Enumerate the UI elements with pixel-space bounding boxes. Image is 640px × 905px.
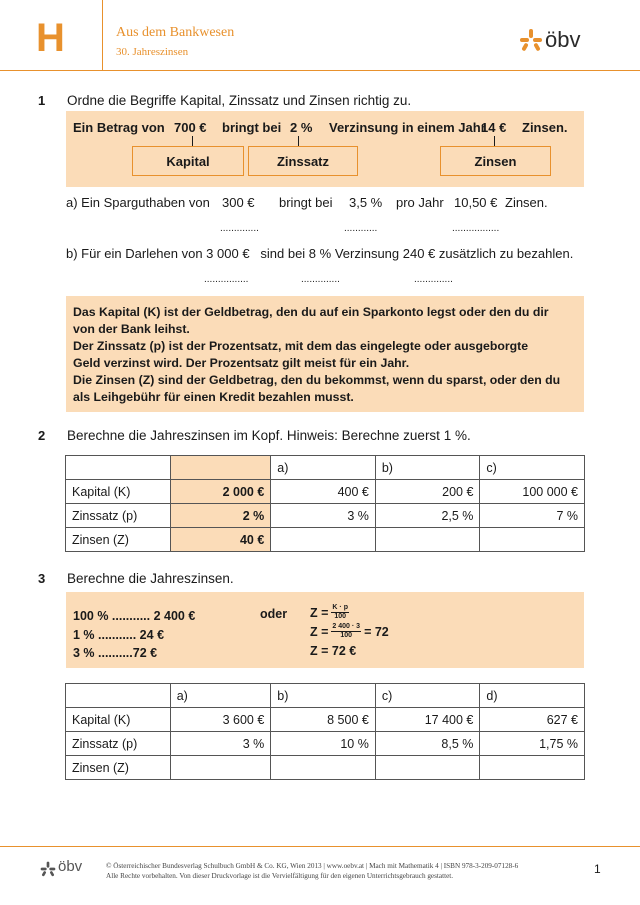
- row-label: Zinsen (Z): [66, 756, 171, 780]
- answer-cell[interactable]: [170, 756, 271, 780]
- copyright-line: Alle Rechte vorbehalten. Von dieser Druckvorlage ist die Vervielfältigung für den eigenen Unterrichtsgebrauch gestattet.: [106, 872, 454, 880]
- table-header: c): [375, 684, 480, 708]
- row-label: Kapital (K): [66, 480, 171, 504]
- example-cell: 40 €: [170, 528, 271, 552]
- example-rate: 2 %: [290, 120, 313, 135]
- term-zinssatz: Zinssatz: [248, 146, 358, 176]
- obv-star-icon: [40, 861, 56, 877]
- table-header: a): [271, 456, 376, 480]
- page-number: 1: [594, 862, 601, 876]
- chapter-title: Aus dem Bankwesen: [116, 25, 235, 40]
- formula-2: [310, 623, 389, 640]
- table-cell: 7 %: [480, 504, 585, 528]
- task1a-text-3: pro Jahr: [396, 195, 444, 210]
- term-kapital: Kapital: [132, 146, 244, 176]
- fraction: [331, 604, 349, 621]
- info-line: Das Kapital (K) ist der Geldbetrag, den du auf ein Sparkonto legst oder den du dir: [73, 305, 549, 319]
- table-row: [66, 684, 585, 708]
- table-header: b): [375, 456, 480, 480]
- answer-blank[interactable]: ............: [344, 223, 378, 234]
- info-line: Die Zinsen (Z) sind der Geldbetrag, den du bekommst, wenn du sparst, oder den du: [73, 373, 561, 387]
- example-text-4: Zinsen.: [522, 120, 568, 135]
- task1a-text-1: a) Ein Sparguthaben von: [66, 195, 210, 210]
- fraction-numerator: 2 400 · 3: [332, 623, 361, 630]
- footer-logo-text: öbv: [58, 858, 83, 875]
- table-cell: 2,5 %: [375, 504, 480, 528]
- table-row: [66, 756, 585, 780]
- info-line: Geld verzinst wird. Der Prozentsatz gilt meist für ein Jahr.: [73, 356, 410, 370]
- task-instruction: Ordne die Begriffe Kapital, Zinssatz und Zinsen richtig zu.: [67, 93, 412, 108]
- table-cell: 8 500 €: [271, 708, 376, 732]
- example-step: 3 % ..........72 €: [73, 646, 158, 660]
- row-label: Zinssatz (p): [66, 732, 171, 756]
- info-text: [73, 304, 585, 406]
- header-rule: [0, 70, 640, 71]
- example-step: 100 % ........... 2 400 €: [73, 609, 196, 623]
- interest-table-2: [65, 683, 585, 780]
- info-line: als Leihgebühr für einen Kredit bezahlen musst.: [73, 390, 354, 404]
- answer-blank[interactable]: ..............: [414, 274, 453, 285]
- table-cell: 10 %: [271, 732, 376, 756]
- table-header: c): [480, 456, 585, 480]
- table-cell: 17 400 €: [375, 708, 480, 732]
- task1a-value-3: 10,50 €: [454, 195, 498, 210]
- answer-cell[interactable]: [271, 756, 376, 780]
- copyright-line: © Österreichischer Bundesverlag Schulbuch GmbH & Co. KG, Wien 2013 | www.oebv.at | Mach mit Mathematik 4 | ISBN 978-3-209-07128-6: [106, 862, 519, 870]
- row-label: Zinsen (Z): [66, 528, 171, 552]
- answer-cell[interactable]: [480, 528, 585, 552]
- formula-result: Z = 72 €: [310, 644, 357, 658]
- example-text-3: Verzinsung in einem Jahr: [329, 120, 486, 135]
- footer-logo: [40, 861, 56, 882]
- example-text-1: Ein Betrag von: [73, 120, 165, 135]
- formula-lhs: Z =: [310, 624, 329, 639]
- formula-rhs: = 72: [364, 624, 389, 639]
- fraction-denominator: 100: [334, 613, 347, 620]
- task-instruction: Berechne die Jahreszinsen im Kopf. Hinweis: Berechne zuerst 1 %.: [67, 428, 471, 443]
- row-label: Zinssatz (p): [66, 504, 171, 528]
- copyright-notice: [106, 861, 518, 881]
- task-instruction: Berechne die Jahreszinsen.: [67, 571, 234, 586]
- chapter-letter: H: [36, 16, 65, 60]
- oder-label: oder: [260, 607, 288, 621]
- task-number: 2: [38, 428, 46, 443]
- answer-blank[interactable]: ..............: [220, 223, 259, 234]
- task1a-text-2: bringt bei: [279, 195, 333, 210]
- answer-cell[interactable]: [271, 528, 376, 552]
- table-row: [66, 708, 585, 732]
- answer-cell[interactable]: [480, 756, 585, 780]
- task-number: 3: [38, 571, 46, 586]
- table-row: [66, 480, 585, 504]
- table-cell: 3 %: [170, 732, 271, 756]
- example-amount: 700 €: [174, 120, 207, 135]
- row-label: Kapital (K): [66, 708, 171, 732]
- connector-line: [298, 136, 299, 146]
- formula-1: [310, 604, 349, 621]
- fraction: [331, 623, 361, 640]
- table-header: a): [170, 684, 271, 708]
- table-header: d): [480, 684, 585, 708]
- table-cell: [170, 456, 271, 480]
- term-zinsen: Zinsen: [440, 146, 551, 176]
- table-cell: [66, 456, 171, 480]
- table-row: [66, 456, 585, 480]
- answer-blank[interactable]: ................: [204, 274, 249, 285]
- fraction-numerator: K · p: [332, 604, 348, 611]
- task1b-text: b) Für ein Darlehen von 3 000 € sind bei 8 % Verzinsung 240 € zusätzlich zu bezahlen.: [66, 246, 574, 261]
- example-step: 1 % ........... 24 €: [73, 627, 165, 642]
- task1a-value-1: 300 €: [222, 195, 255, 210]
- connector-line: [192, 136, 193, 146]
- section-title: 30. Jahreszinsen: [116, 46, 189, 58]
- example-text-2: bringt bei: [222, 120, 282, 135]
- answer-blank[interactable]: ..............: [301, 274, 340, 285]
- obv-logo: [519, 28, 543, 57]
- fraction-denominator: 100: [340, 632, 353, 639]
- table-row: [66, 504, 585, 528]
- task1a-text-4: Zinsen.: [505, 195, 548, 210]
- table-cell: 100 000 €: [480, 480, 585, 504]
- task-number: 1: [38, 93, 46, 108]
- formula-lhs: Z =: [310, 605, 329, 620]
- answer-blank[interactable]: .................: [452, 223, 500, 234]
- table-cell: 3 %: [271, 504, 376, 528]
- example-cell: 2 000 €: [170, 480, 271, 504]
- table-cell: 8,5 %: [375, 732, 480, 756]
- answer-cell[interactable]: [375, 756, 480, 780]
- obv-logo-text: öbv: [545, 27, 581, 52]
- table-row: [66, 732, 585, 756]
- table-cell: 1,75 %: [480, 732, 585, 756]
- connector-line: [494, 136, 495, 146]
- info-line: Der Zinssatz (p) ist der Prozentsatz, mit dem das eingelegte oder ausgeborgte: [73, 339, 529, 353]
- table-cell: [66, 684, 171, 708]
- example-cell: 2 %: [170, 504, 271, 528]
- table-cell: 627 €: [480, 708, 585, 732]
- table-cell: 3 600 €: [170, 708, 271, 732]
- obv-star-icon: [519, 28, 543, 52]
- example-interest: 14 €: [481, 120, 507, 135]
- answer-cell[interactable]: [375, 528, 480, 552]
- table-cell: 400 €: [271, 480, 376, 504]
- table-cell: 200 €: [375, 480, 480, 504]
- interest-table-1: [65, 455, 585, 552]
- table-row: [66, 528, 585, 552]
- example-steps: [73, 607, 195, 663]
- info-line: von der Bank leihst.: [73, 322, 190, 336]
- table-header: b): [271, 684, 376, 708]
- header-divider: [102, 0, 103, 70]
- footer-rule: [0, 846, 640, 847]
- task1a-value-2: 3,5 %: [349, 195, 383, 210]
